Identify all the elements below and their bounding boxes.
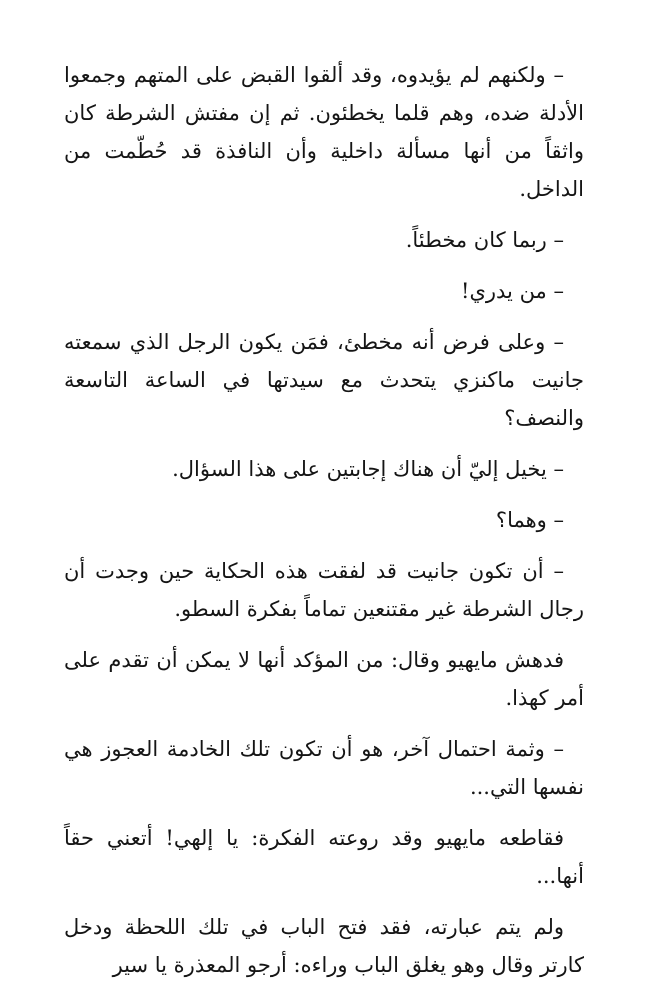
paragraph: ولم يتم عبارته، فقد فتح الباب في تلك اللحظة ودخل كارتر وقال وهو يغلق الباب وراءه: أرجو المعذرة يا سير: [64, 915, 584, 977]
paragraph: – أن تكون جانيت قد لفقت هذه الحكاية حين وجدت أن رجال الشرطة غير مقتنعين تماماً بفكرة السطو.: [64, 559, 584, 621]
paragraph: – وثمة احتمال آخر، هو أن تكون تلك الخادمة العجوز هي نفسها التي...: [64, 737, 584, 799]
paragraph: – ربما كان مخطئاً.: [405, 228, 564, 252]
paragraph: – وعلى فرض أنه مخطئ، فمَن يكون الرجل الذي سمعته جانيت ماكنزي يتحدث مع سيدتها في الساعة التاسعة والنصف؟: [64, 330, 584, 430]
paragraph: – ولكنهم لم يؤيدوه، وقد ألقوا القبض على المتهم وجمعوا الأدلة ضده، وهم قلما يخطئون. ثم إن مفتش الشرطة كان واثقاً من أنها مسألة داخلية وأن النافذة قد حُطّمت من الداخل.: [64, 63, 584, 201]
paragraph: – يخيل إليّ أن هناك إجابتين على هذا السؤال.: [172, 457, 564, 481]
paragraph: فقاطعه مايهيو وقد روعته الفكرة: يا إلهي! أتعني حقاً أنها...: [64, 826, 584, 888]
paragraph: – من يدري!: [461, 279, 564, 303]
paragraph: فدهش مايهيو وقال: من المؤكد أنها لا يمكن أن تقدم على أمر كهذا.: [64, 648, 584, 710]
paragraph: – وهما؟: [495, 508, 564, 532]
book-page: [64, 56, 584, 997]
